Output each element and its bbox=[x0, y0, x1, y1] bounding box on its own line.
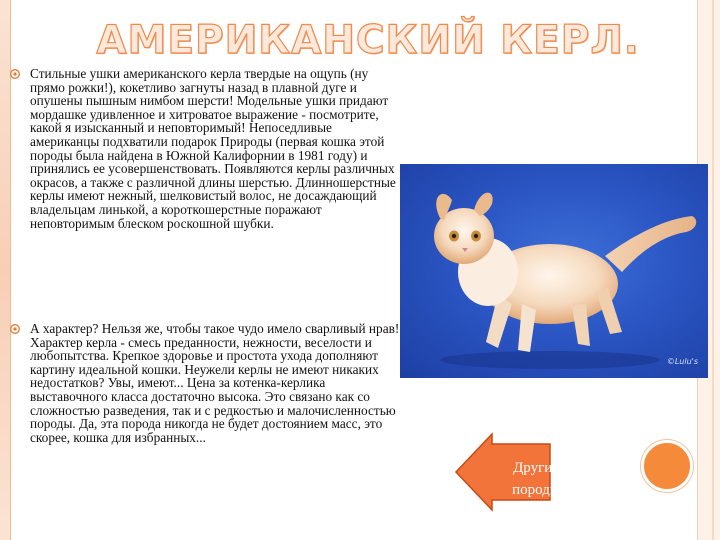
left-decor-stripe bbox=[0, 0, 10, 540]
right-decor-line bbox=[712, 0, 714, 540]
circle-bullet-icon bbox=[9, 68, 21, 80]
orange-circle-decor bbox=[641, 440, 693, 492]
paragraph-ears: Стильные ушки американского керла твердые на ощупь (ну прямо рожки!), кокетливо загнуты назад в плавной дуге и опушены пышным нимбом шерсти! Модельные ушки придают мордашке удивленное и хитроватое выражение - посмотрите, какой я изысканный и неповторимый! Непоседливые американцы подхватили подарок Природы (первая кошка этой породы была найдена в Южной Калифорнии в 1981 году) и принялись ее усовершенствовать. Появляются керлы различных окрасов, а также с различной длины шерстью. Длинношерстные керлы имеют нежный, шелковистый волос, не досаждающий владельцам линькой, а короткошерстные поражают неповторимым блеском роскошной шубки. bbox=[30, 66, 396, 231]
cat-illustration bbox=[400, 164, 708, 378]
other-breeds-button[interactable]: Другие породы bbox=[512, 460, 560, 498]
circle-bullet-icon bbox=[9, 323, 21, 335]
paragraph-character: А характер? Нельзя же, чтобы такое чудо имело сварливый нрав! Характер керла - смесь преданности, нежности, веселости и любопытства. Крепкое здоровье и простота ухода дополняют картину идеальной кошки. Неужели керлы не имеют никаких недостатков? Увы, имеют... Цена за котенка-керлика выставочного класса достаточно высока. Это связано как со сложностью разведения, так и с редкостью и малочисленностью породы. Да, эта порода никогда не будет достоянием масс, это скорее, кошка для избранных... bbox=[30, 321, 400, 445]
photo-watermark: ©Lulu's bbox=[666, 357, 698, 366]
left-decor-line bbox=[10, 0, 11, 540]
slide-title: АМЕРИКАНСКИЙ КЕРЛ. bbox=[96, 18, 640, 63]
cat-photo bbox=[400, 164, 708, 378]
